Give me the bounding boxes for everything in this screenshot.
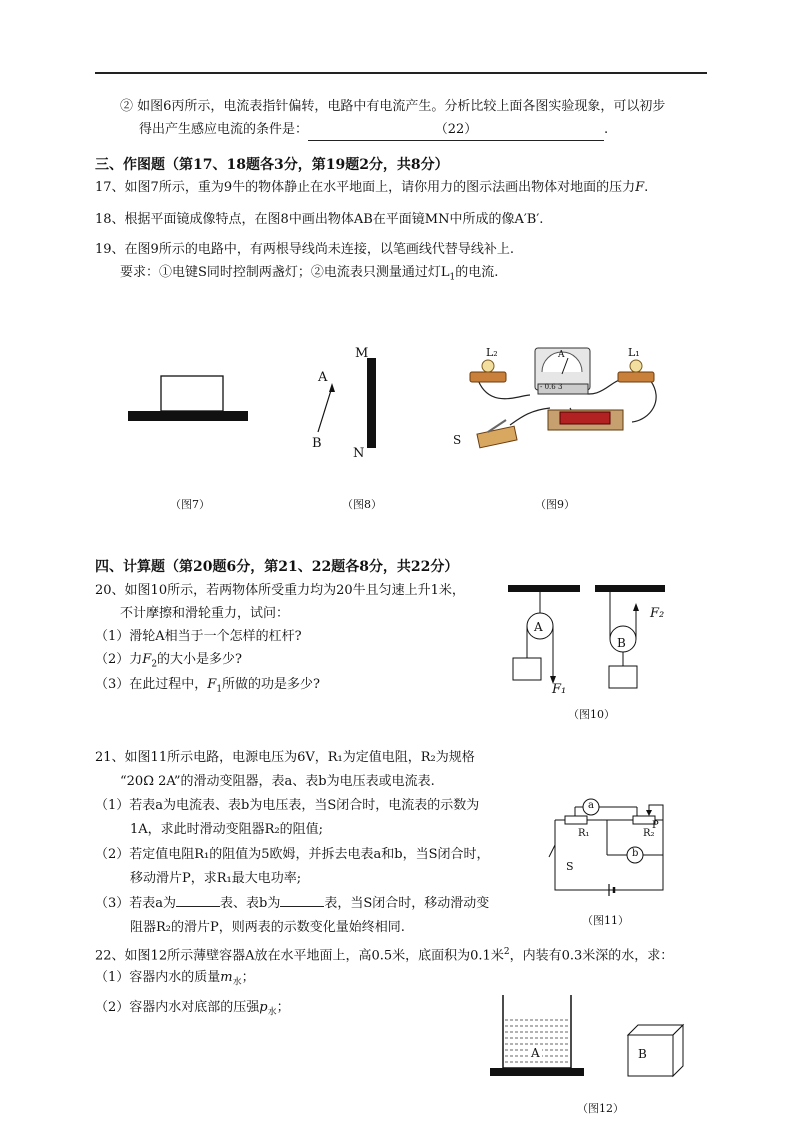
- q21-sub3-part3: 表，当S闭合时，移动滑动变: [324, 896, 490, 911]
- q21-blank-a[interactable]: [176, 906, 220, 907]
- fig9-lamp-L1-base: [618, 372, 654, 382]
- q17-body: 17、如图7所示，重为9牛的物体静止在水平地面上，请你用力的图示法画出物体对地面的压力: [95, 180, 636, 195]
- q20-sub3: [95, 675, 320, 700]
- fig10-label-F2: F₂: [650, 606, 665, 621]
- q21-line2: “20Ω 2A”的滑动变阻器，表a、表b为电压表或电流表.: [120, 774, 435, 789]
- fig10-label-A: A: [534, 620, 543, 634]
- q21-sub1-b: 1A，求此时滑动变阻器R₂的阻值;: [130, 822, 324, 837]
- fig11-label-a: a: [588, 800, 594, 811]
- fig8-mirror: [367, 358, 376, 448]
- q22-text-a: 22、如图12所示薄壁容器A放在水平地面上，高0.5米，底面积为0.1米: [95, 948, 504, 964]
- figure-11: [545, 795, 675, 905]
- fig11-caption: （图11）: [582, 914, 629, 927]
- fig11-resistor-R1: [565, 816, 587, 824]
- fig9-battery: [560, 412, 610, 424]
- q17-end: .: [644, 180, 649, 195]
- figure-12: [485, 990, 695, 1085]
- fig8-caption: （图8）: [342, 498, 382, 511]
- q22-sub2: [95, 998, 290, 1023]
- q20-sub2-F: F: [142, 652, 152, 667]
- fig11-slider-arrow: [646, 810, 652, 816]
- fig9-wire-3: [632, 380, 656, 422]
- fig11-label-R1: R₁: [578, 828, 590, 839]
- q22-sub1-b: ；: [241, 970, 255, 985]
- q22-sub1-sub: 水: [232, 977, 242, 988]
- q19-req-sub: 1: [449, 272, 456, 283]
- q19-requirement: [120, 263, 498, 288]
- fig10-weight-A: [513, 658, 541, 680]
- fig9-meter-scale: - 0.6 3: [540, 383, 563, 391]
- fig11-label-b: b: [632, 848, 639, 859]
- q20-sub2-b: 的大小是多少?: [157, 652, 243, 667]
- q16-2-marker: ②: [120, 99, 134, 114]
- q16-2-line2: [139, 120, 608, 141]
- fig11-label-S: S: [566, 860, 574, 873]
- fig9-meter-A: A: [558, 350, 565, 360]
- fig7-ground: [128, 411, 248, 421]
- fig9-label-L2: L₂: [486, 346, 498, 359]
- fig9-wire-4: [510, 408, 550, 425]
- q21-sub2-a: （2）若定值电阻R₁的阻值为5欧姆，并拆去电表a和b，当S闭合时，: [95, 847, 490, 862]
- fig12-caption: （图12）: [577, 1102, 624, 1115]
- q18-text: 18、根据平面镜成像特点，在图8中画出物体AB在平面镜MN中所成的像A′B′.: [95, 212, 544, 227]
- fig9-wire-1: [478, 380, 530, 399]
- q22-line1: [95, 942, 673, 966]
- figure-10: [505, 582, 675, 702]
- q20-sub3-b: 所做的功是多少?: [222, 677, 321, 692]
- fig10-label-F1: F₁: [552, 682, 567, 697]
- fig10-label-B: B: [617, 636, 626, 650]
- fig7-caption: （图7）: [170, 498, 210, 511]
- q21-blank-b[interactable]: [280, 906, 324, 907]
- q20-sub3-a: （3）在此过程中，: [95, 677, 208, 692]
- q20-sub2-sub: 2: [151, 659, 158, 670]
- fig10-ceiling-left: [508, 585, 580, 592]
- section4-title: 四、计算题（第20题6分，第21、22题各8分，共22分）: [95, 559, 459, 575]
- q16-2-text1: 如图6丙所示，电流表指针偏转，电路中有电流产生。分析比较上面各图实验现象，可以初步: [137, 99, 666, 114]
- fig8-label-A: A: [318, 370, 328, 385]
- fig8-label-N: N: [353, 446, 365, 461]
- fig8-object-AB: [318, 387, 332, 432]
- q20-sub3-sub: 1: [216, 684, 223, 695]
- header-rule: [95, 72, 707, 74]
- q20-sub1: （1）滑轮A相当于一个怎样的杠杆?: [95, 629, 302, 644]
- q22-sup: 2: [503, 947, 510, 957]
- q16-2-line1: [120, 97, 665, 117]
- q22-sub1: [95, 968, 255, 993]
- q21-sub2-b: 移动滑片P，求R₁最大电功率;: [130, 871, 302, 886]
- answer-blank-22[interactable]: [308, 120, 604, 141]
- q22-sub1-m: m: [220, 970, 233, 985]
- fig10-arrow-F2: [633, 603, 639, 611]
- blank-number-22: （22）: [434, 122, 478, 137]
- fig11-switch: [549, 845, 555, 857]
- q22-sub2-a: （2）容器内水对底部的压强: [95, 1000, 260, 1015]
- q21-sub1-a: （1）若表a为电流表、表b为电压表，当S闭合时，电流表的示数为: [95, 798, 480, 813]
- q21-sub3-d: 阻器R₂的滑片P，则两表的示数变化量始终相同.: [130, 920, 405, 935]
- q17-force-symbol: F: [635, 180, 645, 195]
- fig8-arrow-head: [329, 383, 335, 392]
- fig12-cube-front: [628, 1035, 673, 1076]
- q22-sub2-p: p: [259, 1000, 268, 1015]
- q19-text: 19、在图9所示的电路中，有两根导线尚未连接，以笔画线代替导线补上.: [95, 242, 514, 257]
- fig7-block: [161, 376, 223, 411]
- fig9-label-L1: L₁: [628, 346, 640, 359]
- q16-2-text2: 得出产生感应电流的条件是：: [139, 122, 309, 137]
- fig12-water: [505, 1018, 569, 1068]
- fig10-ceiling-right: [595, 585, 665, 592]
- fig9-lamp-L2-base: [470, 372, 506, 382]
- q20-sub3-F: F: [207, 677, 217, 692]
- fig12-ground: [490, 1068, 584, 1076]
- fig10-weight-B: [609, 666, 637, 688]
- fig10-caption: （图10）: [568, 708, 615, 721]
- fig11-label-R2: R₂: [643, 828, 655, 839]
- fig11-label-P: P: [652, 820, 659, 831]
- q20-sub2-a: （2）力: [95, 652, 143, 667]
- fig9-lamp-L1-bulb: [630, 360, 642, 372]
- q22-sub1-a: （1）容器内水的质量: [95, 970, 221, 985]
- fig9-caption: （图9）: [535, 498, 575, 511]
- q19-req-a: 要求：①电键S同时控制两盏灯；②电流表只测量通过灯L: [120, 265, 450, 280]
- q22-sub2-b: ；: [276, 1000, 290, 1015]
- q16-2-end: .: [604, 122, 609, 137]
- fig9-label-S: S: [453, 433, 462, 447]
- fig12-label-B: B: [638, 1047, 647, 1061]
- q22-sub2-sub: 水: [267, 1007, 277, 1018]
- fig8-label-M: M: [355, 346, 369, 361]
- q21-line1: 21、如图11所示电路，电源电压为6V，R₁为定值电阻，R₂为规格: [95, 750, 475, 765]
- figure-7: [125, 370, 255, 430]
- fig8-label-B: B: [312, 436, 322, 451]
- fig12-label-A: A: [531, 1046, 540, 1060]
- q21-sub3-part1: （3）若表a为: [95, 896, 177, 911]
- q22-text-b: ，内装有0.3米深的水，求：: [509, 948, 674, 964]
- q20-line1: 20、如图10所示，若两物体所受重力均为20牛且匀速上升1米，: [95, 583, 465, 598]
- q17-text: [95, 178, 648, 198]
- fig9-lamp-L2-bulb: [482, 360, 494, 372]
- q21-sub3-part2: 表、表b为: [220, 896, 281, 911]
- q19-req-b: 的电流.: [455, 265, 499, 280]
- section3-title: 三、作图题（第17、18题各3分，第19题2分，共8分）: [95, 157, 449, 173]
- q20-line2: 不计摩擦和滑轮重力，试问：: [120, 606, 290, 621]
- q21-sub3-a: [95, 894, 489, 914]
- q20-sub2: [95, 650, 242, 675]
- fig9-switch-base: [477, 426, 517, 448]
